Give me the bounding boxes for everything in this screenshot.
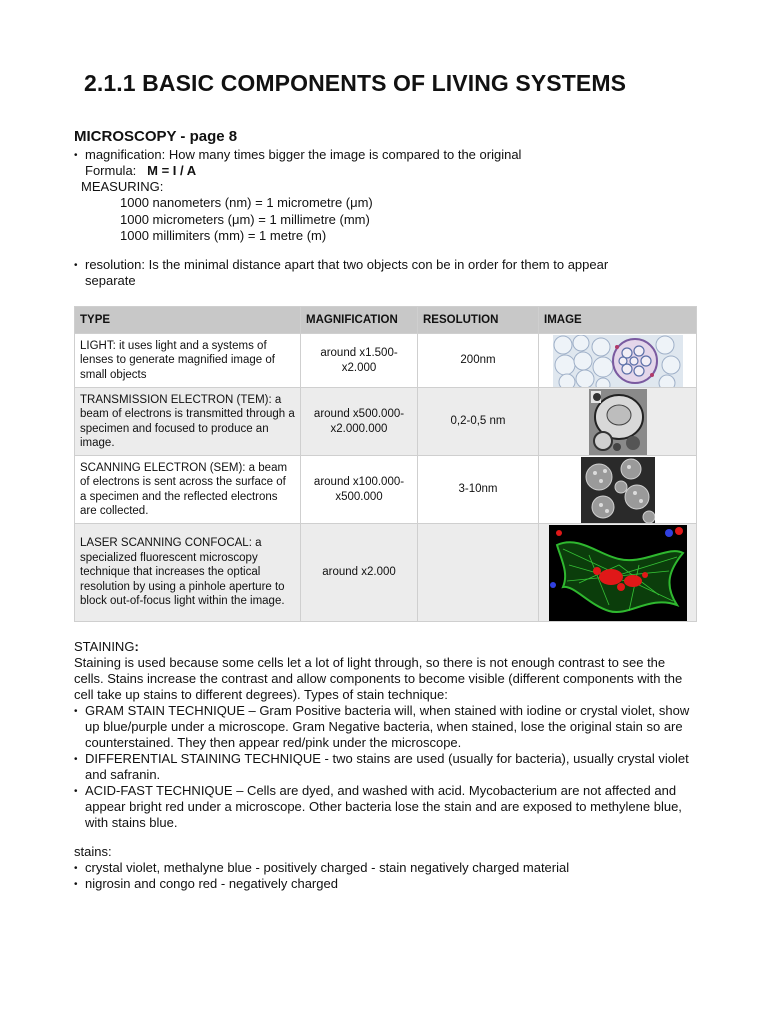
- microscope-table: [74, 306, 697, 622]
- bullet: •: [74, 786, 78, 797]
- measuring-label: MEASURING:: [81, 179, 164, 194]
- staining-section: [74, 639, 696, 831]
- staining-heading: [74, 639, 696, 655]
- formula: M = I / A: [147, 163, 197, 178]
- stain-technique-text: DIFFERENTIAL STAINING TECHNIQUE - two stains are used (usually for bacteria), usually crystal violet and safranin.: [85, 751, 689, 782]
- stain-technique-item: [74, 783, 696, 831]
- table-header-row: [75, 307, 697, 334]
- stain-item: [74, 876, 696, 892]
- table-row: [75, 456, 697, 524]
- microscopy-heading: MICROSCOPY - page 8: [74, 128, 238, 145]
- header-magnification: MAGNIFICATION: [301, 307, 418, 334]
- formula-label: Formula:: [85, 163, 137, 178]
- cell-magnification: around x100.000-x500.000: [301, 456, 418, 524]
- bullet: •: [74, 863, 78, 874]
- staining-heading-colon: :: [134, 639, 139, 654]
- cell-type: TRANSMISSION ELECTRON (TEM): a beam of electrons is transmitted through a specimen and focused to produce an image.: [75, 388, 301, 456]
- stains-section: [74, 844, 696, 892]
- header-image: IMAGE: [539, 307, 697, 334]
- stain-item-text: crystal violet, methalyne blue - positively charged - stain negatively charged material: [85, 860, 570, 875]
- confocal-fluorescent-cell: [549, 525, 687, 621]
- unit-line: 1000 nanometers (nm) = 1 micrometre (μm): [120, 195, 373, 210]
- sem-spheres-micrograph: [581, 457, 655, 523]
- cell-magnification: around x1.500-x2.000: [301, 334, 418, 388]
- unit-line: 1000 millimiters (mm) = 1 metre (m): [120, 228, 327, 243]
- resolution-item: [74, 257, 696, 289]
- cell-image: [539, 456, 697, 524]
- cell-image: [539, 388, 697, 456]
- cell-resolution: 200nm: [418, 334, 539, 388]
- formula-line: [74, 163, 696, 179]
- cell-image: [539, 334, 697, 388]
- staining-intro: Staining is used because some cells let a lot of light through, so there is not enough contrast to see the cells. Stains increase the contrast and allow components to become visible (different components with the cell take up stains to different degrees). Types of stain technique:: [74, 655, 683, 702]
- table-row: [75, 524, 697, 622]
- cell-magnification: around x500.000-x2.000.000: [301, 388, 418, 456]
- page-title: 2.1.1 BASIC COMPONENTS OF LIVING SYSTEMS: [84, 70, 627, 96]
- table-row: [75, 334, 697, 388]
- header-resolution: RESOLUTION: [418, 307, 539, 334]
- stain-item-text: nigrosin and congo red - negatively charged: [85, 876, 338, 891]
- bullet: •: [74, 754, 78, 765]
- plant-tissue-micrograph: [553, 335, 683, 387]
- magnification-text: magnification: How many times bigger the image is compared to the original: [85, 147, 522, 162]
- cell-magnification: around x2.000: [301, 524, 418, 622]
- bullet: •: [74, 150, 78, 161]
- staining-heading-text: STAINING: [74, 639, 135, 654]
- stains-heading: stains:: [74, 844, 112, 859]
- stain-item: [74, 860, 696, 876]
- cell-resolution: [418, 524, 539, 622]
- stain-technique-item: [74, 703, 696, 751]
- tem-cell-micrograph: [589, 389, 647, 455]
- table-row: [75, 388, 697, 456]
- magnification-item: [74, 147, 696, 245]
- cell-image: [539, 524, 697, 622]
- bullet: •: [74, 706, 78, 717]
- resolution-text-cont: separate: [85, 273, 136, 288]
- bullet: •: [74, 879, 78, 890]
- stain-technique-text: GRAM STAIN TECHNIQUE – Gram Positive bacteria will, when stained with iodine or crystal violet, show up blue/purple under a microscope. Gram Negative bacteria, when stained, lose the original stain so are counterstained. They then appear red/pink under the microscope.: [85, 703, 690, 750]
- resolution-text: resolution: Is the minimal distance apart that two objects con be in order for them to appear: [85, 257, 609, 272]
- cell-type: LASER SCANNING CONFOCAL: a specialized fluorescent microscopy technique that increases the optical resolution by using a pinhole aperture to block out-of-focus light within the image.: [75, 524, 301, 622]
- cell-resolution: 0,2-0,5 nm: [418, 388, 539, 456]
- cell-type: LIGHT: it uses light and a systems of lenses to generate magnified image of small objects: [75, 334, 301, 388]
- stain-technique-item: [74, 751, 696, 783]
- header-type: TYPE: [75, 307, 301, 334]
- cell-resolution: 3-10nm: [418, 456, 539, 524]
- bullet: •: [74, 260, 78, 271]
- stain-technique-text: ACID-FAST TECHNIQUE – Cells are dyed, and washed with acid. Mycobacterium are not affected and appear bright red under a microscope. Other bacteria lose the stain and are exposed to methylene blue, with stains blue.: [85, 783, 682, 830]
- cell-type: SCANNING ELECTRON (SEM): a beam of electrons is sent across the surface of a specimen and the reflected electrons are collected.: [75, 456, 301, 524]
- unit-list: [74, 195, 696, 245]
- unit-line: 1000 micrometers (μm) = 1 millimetre (mm): [120, 211, 370, 227]
